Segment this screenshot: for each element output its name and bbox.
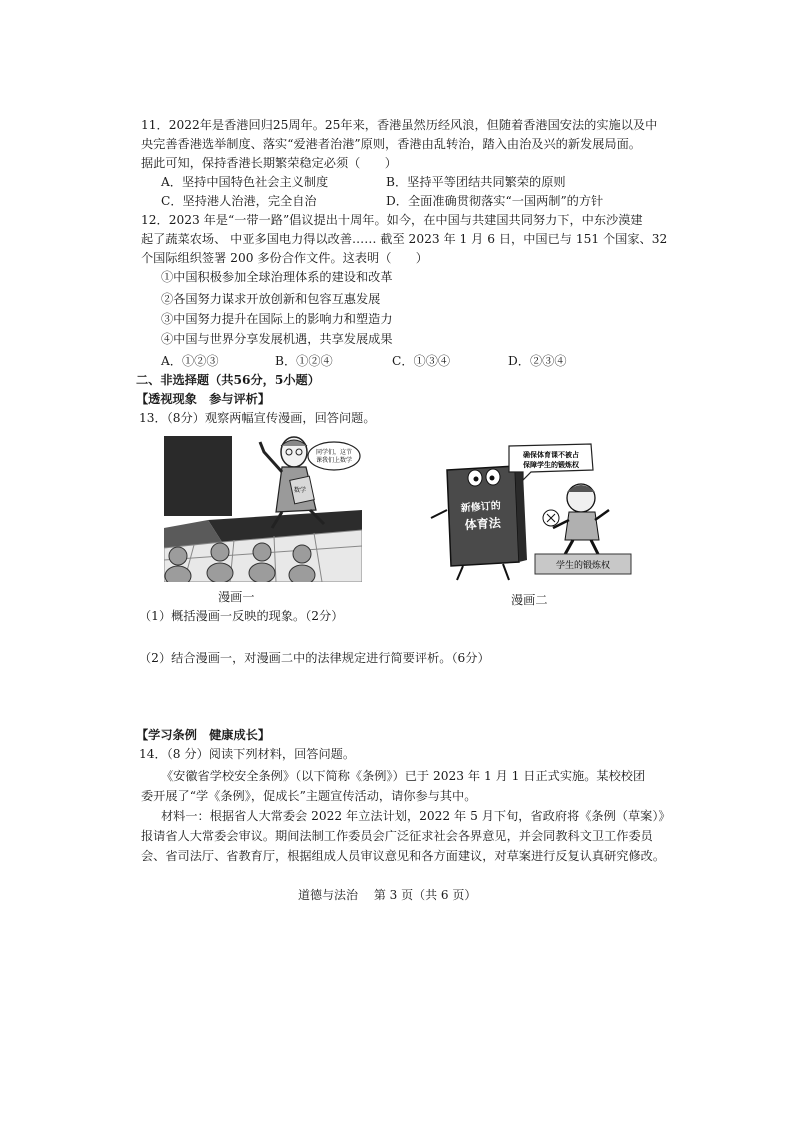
q11-option-c: C．坚持港人治港，完全自治 (161, 194, 317, 208)
q13-sub1: （1）概括漫画一反映的现象。（2分） (139, 609, 344, 623)
q12-item-2: ②各国努力谋求开放创新和包容互惠发展 (161, 292, 381, 306)
q14-stem: 14．（8 分）阅读下列材料，回答问题。 (139, 747, 356, 761)
q14-para1-line1: 《安徽省学校安全条例》（以下简称《条例》）已于 2023 年 1 月 1 日正式实施。某校校团 (161, 769, 646, 783)
cartoon-one-drawing (164, 432, 362, 582)
cartoon-two-bubble-text-1: 确保体育课不被占 (523, 451, 579, 459)
q11-stem-line2: 央完善香港选举制度、落实“爱港者治港”原则，香港由乱转治，踏入由治及兴的新发展局面。 (141, 137, 641, 151)
page-footer: 道德与法治 第 3 页（共 6 页） (298, 888, 477, 902)
cartoon-one-bubble (308, 442, 360, 470)
cartoon-two-book-text-2: 体育法 (464, 515, 502, 533)
q12-option-d: D．②③④ (508, 354, 567, 368)
q13-stem: 13．（8分）观察两幅宣传漫画，回答问题。 (139, 411, 376, 425)
q11-stem-line3: 据此可知，保持香港长期繁荣稳定必须（ ） (141, 156, 397, 170)
cartoon-two-caption: 漫画二 (511, 593, 548, 607)
cartoon-one-bubble-text-1: 同学们，这节 (315, 449, 353, 456)
cartoon-one (164, 432, 362, 582)
q14-para2-line2: 报请省人大常委会审议。期间法制工作委员会广泛征求社会各界意见，并会同教科文卫工作委员 (141, 829, 653, 843)
q12-stem-line2: 起了蔬菜农场、 中亚多国电力得以改善…… 截至 2023 年 1 月 6 日，中国已与 151 个国家、32 (141, 232, 668, 246)
q14-para1-line2: 委开展了“学《条例》，促成长”主题宣传活动，请你参与其中。 (141, 789, 477, 803)
q11-option-b: B．坚持平等团结共同繁荣的原则 (386, 175, 566, 189)
q14-para2-line3: 会、省司法厅、省教育厅，根据组成人员审议意见和各方面建议，对草案进行反复认真研究修改。 (141, 849, 666, 863)
q12-item-3: ③中国努力提升在国际上的影响力和塑造力 (161, 312, 393, 326)
q12-stem-line3: 个国际组织签署 200 多份合作文件。这表明（ ） (141, 251, 428, 265)
cartoon-two (423, 440, 638, 585)
blackboard (164, 436, 232, 516)
q11-option-a: A．坚持中国特色社会主义制度 (161, 175, 329, 189)
cartoon-two-book-text-1: 新修订的 (460, 500, 502, 515)
q12-item-1: ①中国积极参加全球治理体系的建设和改革 (161, 270, 393, 284)
section3-title: 【学习条例 健康成长】 (136, 728, 271, 742)
cartoon-two-drawing (423, 440, 638, 585)
q12-option-c: C．①③④ (392, 354, 451, 368)
cartoon-one-bubble-text-2: 课我们上数学 (315, 457, 353, 464)
q13-sub2: （2）结合漫画一，对漫画二中的法律规定进行简要评析。（6分） (139, 651, 490, 665)
q12-option-a: A．①②③ (161, 354, 219, 368)
q11-option-d: D．全面准确贯彻落实“一国两制”的方针 (386, 194, 604, 208)
q12-stem-line1: 12．2023 年是“一带一路”倡议提出十周年。如今，在中国与共建国共同努力下，中东沙漠建 (141, 213, 643, 227)
cartoon-two-sign-text: 学生的锻炼权 (555, 561, 611, 571)
cartoon-one-caption: 漫画一 (218, 590, 255, 604)
cartoon-two-bubble-text-2: 保障学生的锻炼权 (523, 461, 579, 469)
q12-item-4: ④中国与世界分享发展机遇，共享发展成果 (161, 332, 393, 346)
q14-para2-line1: 材料一：根据省人大常委会 2022 年立法计划，2022 年 5 月下旬，省政府将《条例（草案）》 (161, 809, 671, 823)
section2-title: 二、非选择题（共56分，5小题） (136, 373, 320, 387)
q12-option-b: B．①②④ (275, 354, 333, 368)
cartoon-one-book-text: 数学 (293, 487, 307, 494)
q11-stem-line1: 11．2022年是香港回归25周年。25年来，香港虽然历经风浪，但随着香港国安法的实施以及中 (141, 118, 658, 132)
section2-subtitle: 【透视现象 参与评析】 (136, 392, 271, 406)
